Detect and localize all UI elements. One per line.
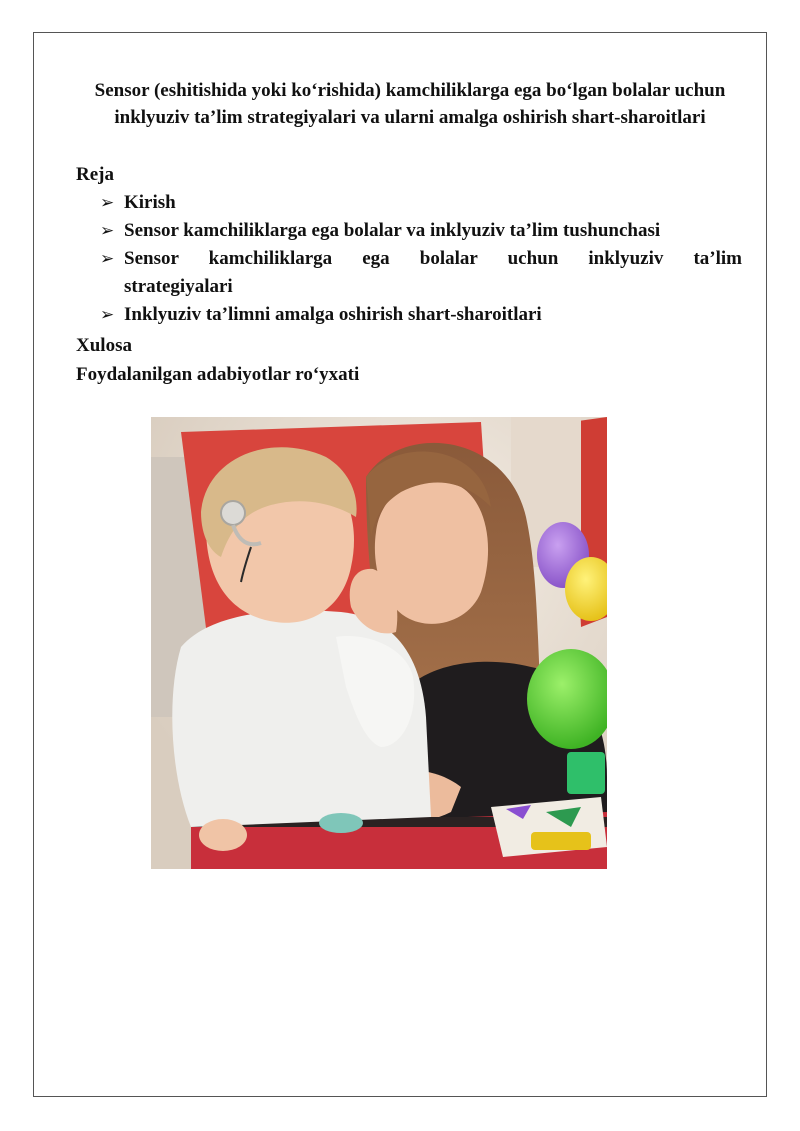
arrow-bullet-icon: ➢ — [100, 249, 115, 269]
plan-item-label-line2: strategiyalari — [124, 276, 233, 297]
photo-mother-child-hearing-implant — [151, 417, 607, 869]
arrow-bullet-icon: ➢ — [100, 193, 115, 213]
plan-heading: Reja — [76, 164, 114, 185]
arrow-bullet-icon: ➢ — [100, 305, 115, 325]
photo — [151, 417, 607, 869]
plan-item — [100, 245, 742, 301]
plan-item-label: Sensor kamchiliklarga ega bolalar va inklyuziv ta’lim tushunchasi — [124, 220, 661, 241]
plan-item-label-line1: Sensor kamchiliklarga ega bolalar uchun inklyuziv ta’lim — [124, 248, 742, 269]
conclusion-heading: Xulosa — [76, 335, 132, 356]
plan-item — [100, 301, 742, 329]
plan-item-label: Kirish — [124, 192, 176, 213]
references-heading: Foydalanilgan adabiyotlar ro‘yxati — [76, 364, 360, 385]
arrow-bullet-icon: ➢ — [100, 221, 115, 241]
plan-list — [100, 189, 742, 329]
plan-item-label: Inklyuziv ta’limni amalga oshirish shart-sharoitlari — [124, 304, 542, 325]
plan-item — [100, 217, 742, 245]
document-title: Sensor (eshitishida yoki ko‘rishida) kamchiliklarga ega bo‘lgan bolalar uchun inklyuziv ta’lim strategiyalari va ularni amalga oshirish shart-sharoitlari — [94, 80, 726, 128]
plan-item — [100, 189, 742, 217]
